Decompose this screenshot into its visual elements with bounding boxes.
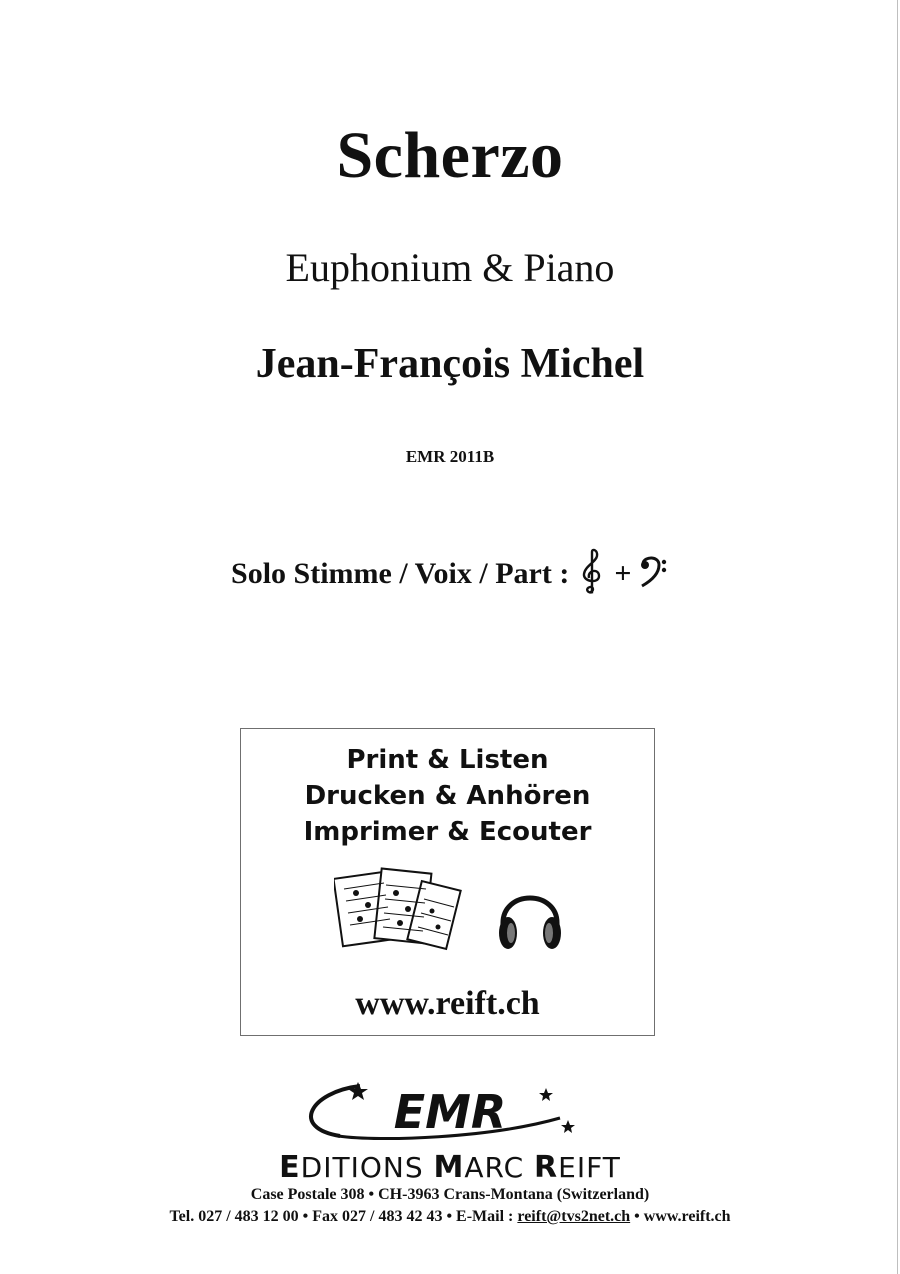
composer-name: Jean-François Michel xyxy=(255,341,645,387)
publisher-address: Case Postale 308 • CH-3963 Crans-Montana (Switzerland) xyxy=(250,1186,650,1203)
page-title: Scherzo xyxy=(336,119,564,192)
promo-line-french: Imprimer & Ecouter xyxy=(303,817,592,847)
part-line xyxy=(0,548,900,604)
treble-clef-icon xyxy=(577,548,607,604)
emr-logo xyxy=(300,1078,590,1147)
promo-line-english: Print & Listen xyxy=(346,745,549,775)
part-label: Solo Stimme / Voix / Part : xyxy=(231,556,570,590)
catalog-number: EMR 2011B xyxy=(405,447,495,466)
publisher-name: EDITIONS MARC REIFT xyxy=(279,1150,621,1185)
promo-line-german: Drucken & Anhören xyxy=(304,781,591,811)
instrumentation: Euphonium & Piano xyxy=(285,245,615,290)
print-listen-box xyxy=(240,728,655,1036)
promo-website: www.reift.ch xyxy=(355,985,540,1022)
publisher-contact xyxy=(0,1208,900,1226)
contact-website: • www.reift.ch xyxy=(630,1208,731,1225)
sheet-music-icon xyxy=(334,865,464,970)
headphones-icon xyxy=(495,879,565,964)
contact-phone-fax: Tel. 027 / 483 12 00 • Fax 027 / 483 42 43 • E-Mail : xyxy=(169,1208,518,1225)
svg-text:EMR: EMR xyxy=(393,1085,507,1139)
bass-clef-icon xyxy=(639,555,669,597)
email-link[interactable]: reift@tvs2net.ch xyxy=(517,1208,631,1225)
part-plus: + xyxy=(614,556,632,590)
